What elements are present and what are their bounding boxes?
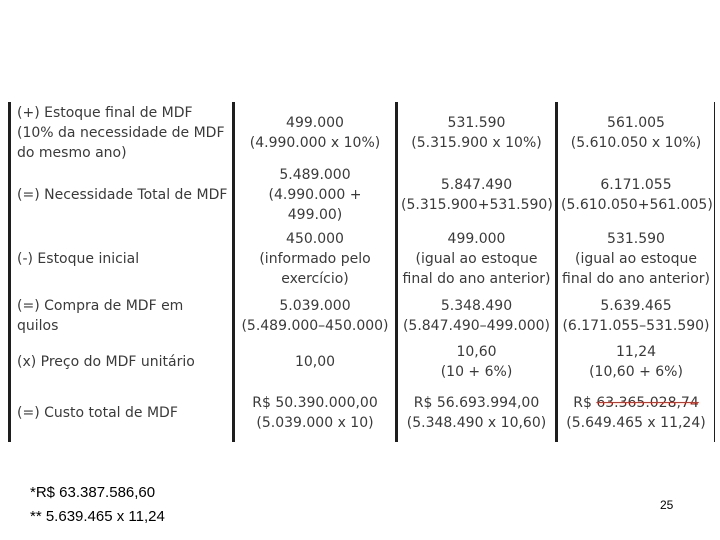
cell-year3: 561.005 (5.610.050 x 10%): [558, 102, 714, 164]
struck-cost-value: 63.365.028,74: [596, 395, 699, 411]
row-label-preco: (x) Preço do MDF unitário: [11, 340, 235, 384]
cell-year1: 499.000 (4.990.000 x 10%): [235, 102, 398, 164]
cell-year2: R$ 56.693.994,00 (5.348.490 x 10,60): [398, 384, 558, 442]
table-row: [11, 164, 714, 226]
cell-year2: 531.590 (5.315.900 x 10%): [398, 102, 558, 164]
cell-year2: 5.348.490 (5.847.490–499.000): [398, 292, 558, 340]
table-row: [11, 340, 714, 384]
cell-year3: 11,24 (10,60 + 6%): [558, 340, 714, 384]
cell-year3: 5.639.465 (6.171.055–531.590): [558, 292, 714, 340]
cell-year1: R$ 50.390.000,00 (5.039.000 x 10): [235, 384, 398, 442]
table-row: [11, 226, 714, 292]
row-label-custo-total: (=) Custo total de MDF: [11, 384, 235, 442]
page-number: 25: [660, 498, 674, 512]
cell-year1: 450.000 (informado pelo exercício): [235, 226, 398, 292]
cell-year1: 5.489.000 (4.990.000 + 499.00): [235, 164, 398, 226]
row-label-estoque-final: (+) Estoque final de MDF (10% da necessidade de MDF do mesmo ano): [11, 102, 235, 164]
cost-formula: (5.649.465 x 11,24): [566, 415, 706, 431]
table-row: [11, 102, 714, 164]
footnote-formula: ** 5.639.465 x 11,24: [30, 508, 165, 525]
mdf-table: [11, 102, 714, 442]
cell-year3: 6.171.055 (5.610.050+561.005): [558, 164, 714, 226]
cell-year2: 10,60 (10 + 6%): [398, 340, 558, 384]
row-label-estoque-inicial: (-) Estoque inicial: [11, 226, 235, 292]
table-row: [11, 384, 714, 442]
cell-year3: 531.590 (igual ao estoque final do ano anterior): [558, 226, 714, 292]
row-label-necessidade-total: (=) Necessidade Total de MDF: [11, 164, 235, 226]
cost-prefix: R$: [573, 395, 597, 411]
table-row: [11, 292, 714, 340]
cell-year2: 5.847.490 (5.315.900+531.590): [398, 164, 558, 226]
cell-year3: [558, 384, 714, 442]
cell-year2: 499.000 (igual ao estoque final do ano anterior): [398, 226, 558, 292]
cell-year1: 5.039.000 (5.489.000–450.000): [235, 292, 398, 340]
row-label-compra: (=) Compra de MDF em quilos: [11, 292, 235, 340]
mdf-cost-table: [8, 102, 715, 442]
footnote-corrected-cost: *R$ 63.387.586,60: [30, 484, 156, 501]
cell-year1: 10,00: [235, 340, 398, 384]
